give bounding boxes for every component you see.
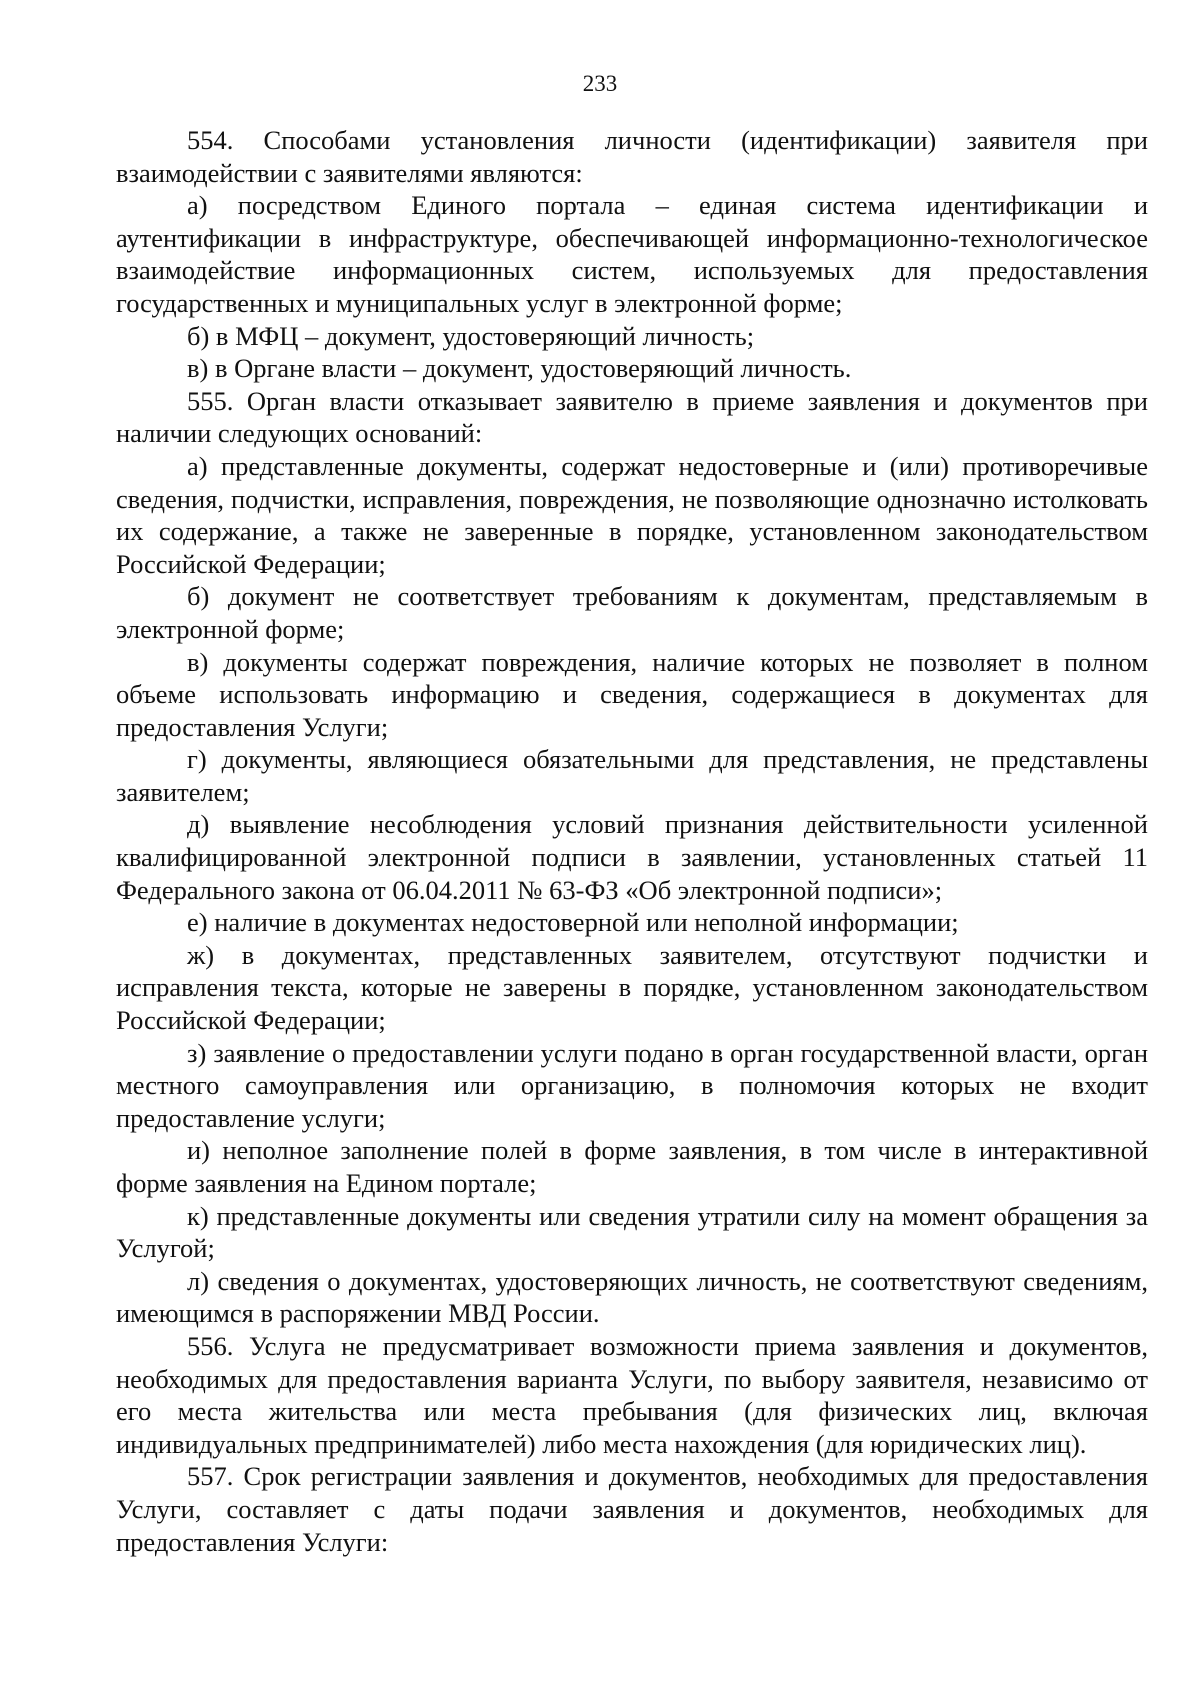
paragraph-555-i: и) неполное заполнение полей в форме заявления, в том числе в интерактивной форме заявления на Едином портале; [116, 1135, 1148, 1198]
paragraph-555-e: е) наличие в документах недостоверной или неполной информации; [187, 907, 959, 938]
paragraph-554-v: в) в Органе власти – документ, удостоверяющий личность. [187, 353, 852, 384]
paragraph-554: 554. Способами установления личности (идентификации) заявителя при взаимодействии с заявителями являются: [116, 125, 1148, 188]
paragraph-554-b: б) в МФЦ – документ, удостоверяющий личность; [187, 320, 755, 351]
paragraph-554-a: а) посредством Единого портала – единая система идентификации и аутентификации в инфраструктуре, обеспечивающей информационно-технологическое взаимодействие информационных систем, используемых для предоставления государственных и муниципальных услуг в электронной форме; [116, 190, 1148, 318]
paragraph-555-d: д) выявление несоблюдения условий признания действительности усиленной квалифицированной электронной подписи в заявлении, установленных статьей 11 Федерального закона от 06.04.2011 № 63-ФЗ «Об электронной подписи»; [116, 809, 1148, 905]
paragraph-555-a: а) представленные документы, содержат недостоверные и (или) противоречивые сведения, подчистки, исправления, повреждения, не позволяющие однозначно истолковать их содержание, а также не заверенные в порядке, установленном законодательством Российской Федерации; [116, 450, 1148, 579]
paragraph-555-k: к) представленные документы или сведения утратили силу на момент обращения за Услугой; [116, 1200, 1148, 1264]
paragraph-555-l: л) сведения о документах, удостоверяющих личность, не соответствуют сведениям, имеющимся в распоряжении МВД России. [116, 1265, 1148, 1329]
paragraph-555-z: з) заявление о предоставлении услуги подано в орган государственной власти, орган местного самоуправления или организацию, в полномочия которых не входит предоставление услуги; [116, 1037, 1148, 1133]
paragraph-555-v: в) документы содержат повреждения, наличие которых не позволяет в полном объеме использовать информацию и сведения, содержащиеся в документах для предоставления Услуги; [116, 646, 1148, 742]
paragraph-555-g: г) документы, являющиеся обязательными для представления, не представлены заявителем; [116, 744, 1148, 807]
paragraph-555: 555. Орган власти отказывает заявителю в приеме заявления и документов при наличии следующих оснований: [116, 385, 1148, 449]
paragraph-556: 556. Услуга не предусматривает возможности приема заявления и документов, необходимых для предоставления варианта Услуги, по выбору заявителя, независимо от его места жительства или места пребывания (для физических лиц, включая индивидуальных предпринимателей) либо места нахождения (для юридических лиц). [116, 1330, 1148, 1459]
page-number: 233 [582, 71, 618, 96]
paragraph-555-b: б) документ не соответствует требованиям к документам, представляемым в электронной форме; [116, 581, 1148, 644]
paragraph-557: 557. Срок регистрации заявления и документов, необходимых для предоставления Услуги, составляет с даты подачи заявления и документов, необходимых для предоставления Услуги: [116, 1461, 1148, 1557]
document-body [116, 124, 1148, 1558]
paragraph-555-zh: ж) в документах, представленных заявителем, отсутствуют подчистки и исправления текста, которые не заверены в порядке, установленном законодательством Российской Федерации; [116, 939, 1148, 1036]
